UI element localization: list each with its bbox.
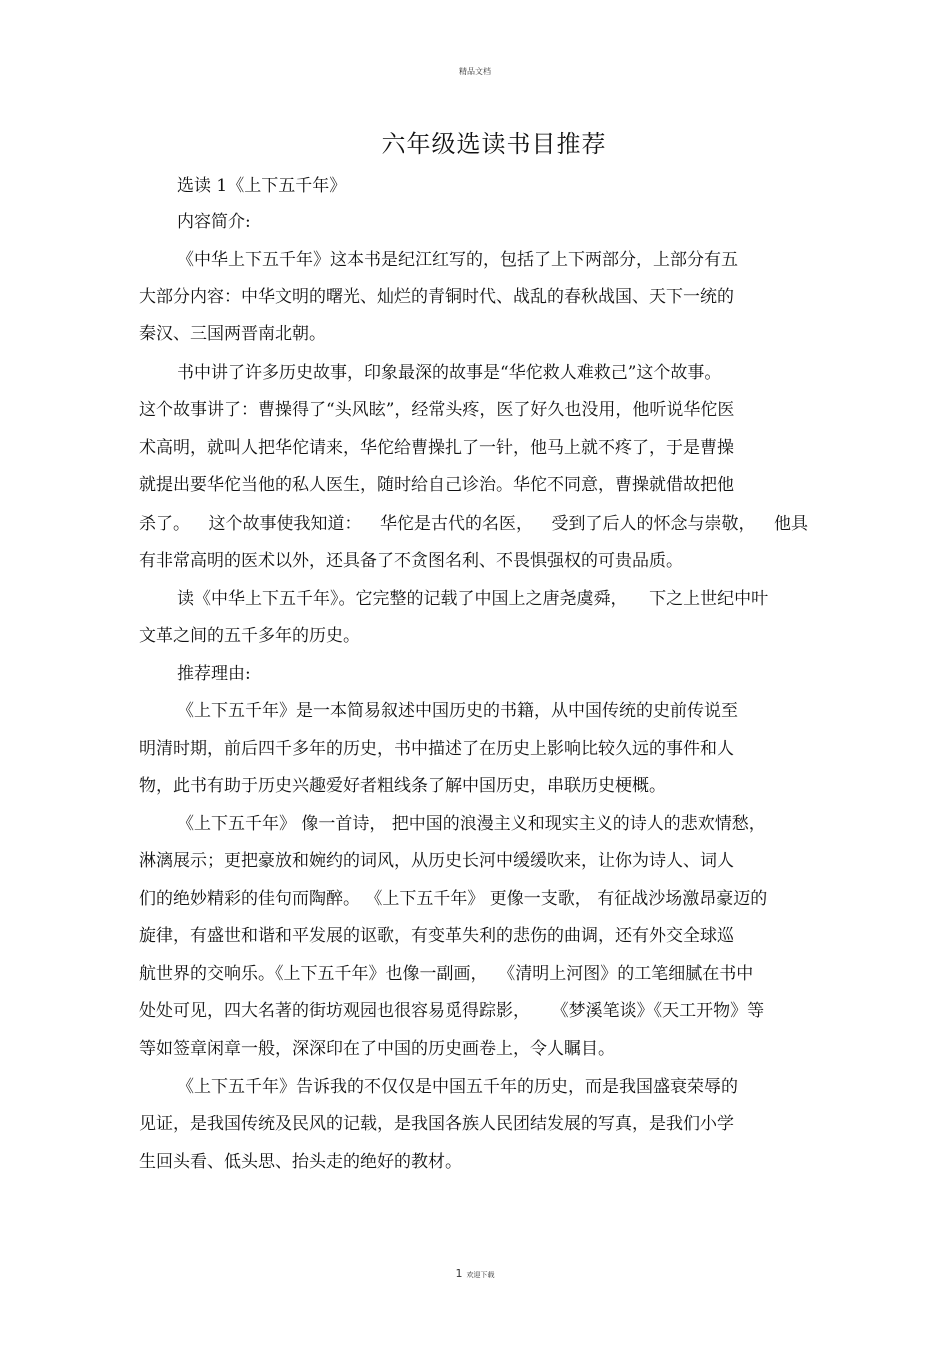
text-line: 等如签章闲章一般，深深印在了中国的历史画卷上，令人瞩目。 <box>139 1039 615 1059</box>
text-segment: 这个故事使我知道： <box>208 514 362 534</box>
text-line: 处处可见，四大名著的街坊观园也很容易觅得踪影， 《梦溪笔谈》《天工开物》等 <box>139 1001 765 1021</box>
text-line: 有非常高明的医术以外，还具备了不贪图名利、不畏惧强权的可贵品质。 <box>139 551 683 571</box>
text-line: 明清时期，前后四千多年的历史，书中描述了在历史上影响比较久远的事件和人 <box>139 739 734 759</box>
text-line: 《中华上下五千年》这本书是纪江红写的，包括了上下两部分，上部分有五 <box>177 250 738 270</box>
text-line: 航世界的交响乐。《上下五千年》也像一副画， 《清明上河图》的工笔细腻在书中 <box>139 964 754 984</box>
text-segment: 受到了后人的怀念与崇敬， <box>551 514 756 534</box>
text-line: 生回头看、低头思、抬头走的绝好的教材。 <box>139 1152 462 1172</box>
text-line: 大部分内容：中华文明的曙光、灿烂的青铜时代、战乱的春秋战国、天下一统的 <box>139 287 734 307</box>
text-line: 秦汉、三国两晋南北朝。 <box>139 324 326 344</box>
text-line: 文革之间的五千多年的历史。 <box>139 626 360 646</box>
page-title: 六年级选读书目推荐 <box>381 130 607 158</box>
text-line: 就提出要华佗当他的私人医生，随时给自己诊治。华佗不同意，曹操就借故把他 <box>139 475 734 495</box>
subheading: 推荐理由: <box>177 664 251 684</box>
text-line: 淋漓展示；更把豪放和婉约的词风，从历史长河中缓缓吹来，让你为诗人、词人 <box>139 851 734 871</box>
text-line: 《上下五千年》是一本简易叙述中国历史的书籍，从中国传统的史前传说至 <box>177 701 738 721</box>
text-line: 《上下五千年》 像一首诗， 把中国的浪漫主义和现实主义的诗人的悲欢情愁， <box>177 814 766 834</box>
page-number: 1 <box>455 1267 463 1280</box>
text-line: 书中讲了许多历史故事，印象最深的故事是“华佗救人难救己”这个故事。 <box>177 363 722 383</box>
text-segment: 杀了。 <box>139 514 190 534</box>
page-header: 精品文档 <box>459 67 491 76</box>
footer-text: 欢迎下载 <box>466 1271 495 1279</box>
text-segment: 他具 <box>774 514 808 534</box>
text-line: 旋律，有盛世和谐和平发展的讴歌，有变革失利的悲伤的曲调，还有外交全球巡 <box>139 926 734 946</box>
text-line: 术高明，就叫人把华佗请来，华佗给曹操扎了一针，他马上就不疼了，于是曹操 <box>139 438 734 458</box>
text-line: 物，此书有助于历史兴趣爱好者粗线条了解中国历史，串联历史梗概。 <box>139 776 666 796</box>
section-heading: 选读 1《上下五千年》 <box>177 176 347 196</box>
subheading: 内容简介: <box>177 212 251 232</box>
page-footer <box>0 1262 950 1281</box>
text-line: 这个故事讲了：曹操得了“头风眩”，经常头疼，医了好久也没用，他听说华佗医 <box>139 400 735 420</box>
text-line: 见证，是我国传统及民风的记载，是我国各族人民团结发展的写真，是我们小学 <box>139 1114 734 1134</box>
text-line: 读《中华上下五千年》。它完整的记载了中国上之唐尧虞舜， 下之上世纪中叶 <box>177 589 769 609</box>
text-segment: 华佗是古代的名医， <box>380 514 533 534</box>
text-line <box>139 513 808 535</box>
text-line: 们的绝妙精彩的佳句而陶醉。 《上下五千年》 更像一支歌， 有征战沙场激昂豪迈的 <box>139 889 768 909</box>
text-line: 《上下五千年》告诉我的不仅仅是中国五千年的历史，而是我国盛衰荣辱的 <box>177 1077 738 1097</box>
